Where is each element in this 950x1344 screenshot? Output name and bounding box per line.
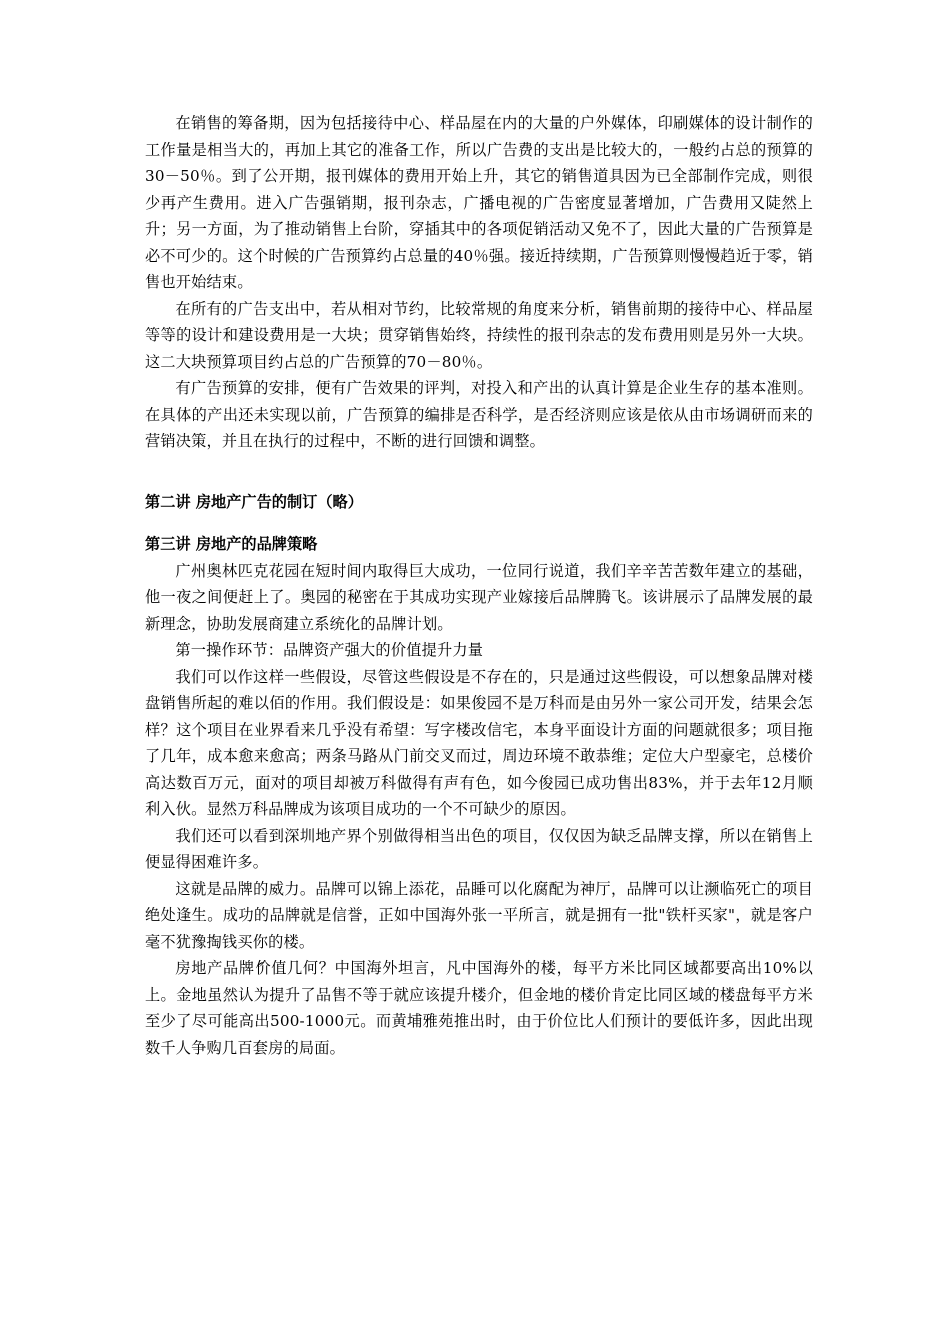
paragraph-brand-power: 这就是品牌的威力。品牌可以锦上添花，品睡可以化腐配为神厅，品牌可以让濒临死亡的项目绝处逢生。成功的品牌就是信誉，正如中国海外张一平所言，就是拥有一批"铁杆买家"，就是客户毫不犹豫掏钱买你的楼。 (145, 879, 813, 951)
document-page (145, 110, 813, 1061)
subheading-first-step: 第一操作环节：品牌资产强大的价值提升力量 (175, 641, 484, 659)
section-spacer (145, 515, 813, 531)
section-heading-lecture-3: 第三讲 房地产的品牌策略 (145, 535, 318, 553)
paragraph-budget-blocks: 在所有的广告支出中，若从相对节约，比较常规的角度来分析，销售前期的接待中心、样品屋等等的设计和建设费用是一大块；贯穿销售始终，持续性的报刊杂志的发布费用则是另外一大块。这二大块预算项目约占总的广告预算的70－80％。 (145, 299, 813, 371)
paragraph-shenzhen-projects: 我们还可以看到深圳地产界个别做得相当出色的项目，仅仅因为缺乏品牌支撑，所以在销售上便显得困难许多。 (145, 826, 813, 871)
paragraph-brand-value: 房地产品牌ަ价值几何？中国海外坦言，凡中国海外的楼，每平方米比同区域都要高出10%以上。金地虽然认为提升了品售不等于就应该提升楼介，但金地的楼价肯定比同区域的楼盘每平方米至少了尽可能高出500-1000元。而黄埔雅苑推出时，由于价位比人们预计的要低许多，因此出现数千人争购几百套房的局面。 (145, 959, 813, 1057)
section-heading-lecture-2: 第二讲 房地产广告的制订（略） (145, 492, 363, 511)
paragraph-brand-assumption: 我们可以作这样一些假设，尽管这些假设是不存在的，只是通过这些假设，可以想象品牌对楼盘销售所起的难以佰的作用。我们假设是：如果俊园不是万科而是由另外一家公司开发，结果会怎样？这个项目在业界看来几乎没有希望：写字楼改信宅，本身平面设计方面的问题就很多；项目拖了几年，成本愈来愈高；两条马路从门前交叉而过，周边环境不敢恭维；定位大户型豪宅，总楼价高达数百万元，面对的项目却被万科做得有声有色，如今俊园已成功售出83%，并于去年12月顺利入伙。显然万科品牌成为该项目成功的一个不可缺少的原因。 (145, 667, 813, 818)
section-spacer (145, 455, 813, 489)
paragraph-budget-evaluation: 有广告预算的安排，便有广告效果的评判，对投入和产出的认真计算是企业生存的基本准则。在具体的产出还未实现以前，广告预算的编排是否科学，是否经济则应该是依从由市场调研而来的营销决策，并且在执行的过程中，不断的进行回馈和调整。 (145, 379, 813, 450)
paragraph-budget-phases: 在销售的筹备期，因为包括接待中心、样品屋在内的大量的户外媒体，印刷媒体的设计制作的工作量是相当大的，再加上其它的准备工作，所以广告费的支出是比较大的，一般约占总的预算的30－50％。到了公开期，报刊媒体的费用开始上升，其它的销售道具因为已全部制作完成，则很少再产生费用。进入广告强销期，报刊杂志，广播电视的广告密度显著增加，广告费用又陡然上升；另一方面，为了推动销售上台阶，穿插其中的各项促销活动又免不了，因此大量的广告预算是必不可少的。这个时候的广告预算约占总量的40％强。接近持续期，广告预算则慢慢趋近于零，销售也开始结束。 (145, 114, 813, 291)
paragraph-olympic-garden: 广州奥林匹克花园在短时间内取得巨大成功，一位同行说道，我们辛辛苦苦数年建立的基础，他一夜之间便赶上了。奥园的秘密在于其成功实现产业嫁接后品牌腾飞。该讲展示了品牌发展的最新理念，协助发展商建立系统化的品牌计划。 (145, 561, 813, 633)
